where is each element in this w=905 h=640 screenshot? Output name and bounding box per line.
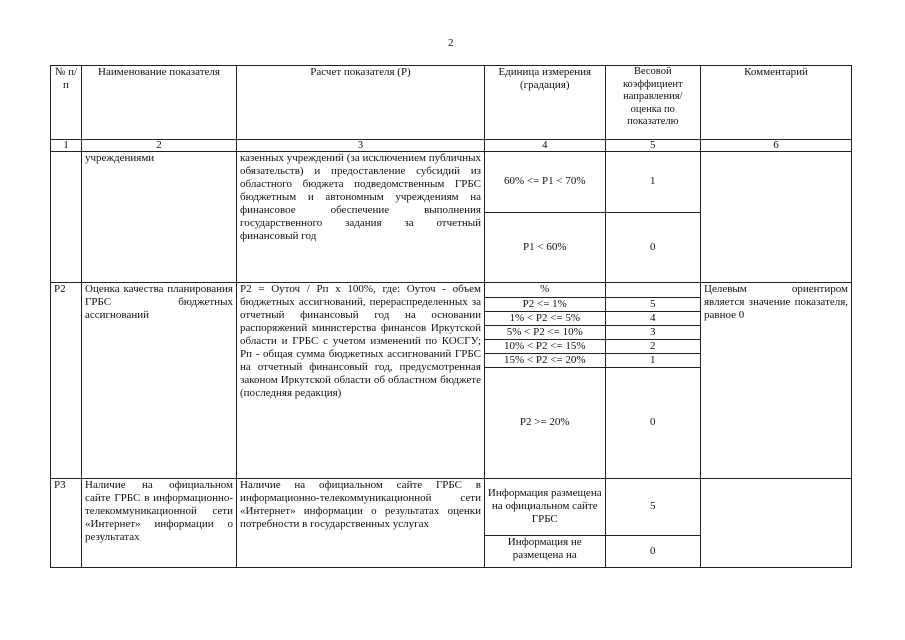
col-number-2: 2: [82, 140, 237, 152]
grade-score: 3: [605, 325, 700, 339]
grade-row: [485, 353, 700, 367]
grade-score: 4: [605, 311, 700, 325]
header-unit: Единица измерения (градация): [485, 66, 606, 140]
grade-table: [485, 283, 700, 478]
page-number: 2: [448, 37, 454, 49]
grade-score: 0: [650, 416, 656, 429]
grade-row: [485, 339, 700, 353]
header-weight: Весовой коэффициент направления/ оценка по показателю: [605, 66, 700, 140]
grade-unit: 60% <= Р1 < 70%: [485, 152, 605, 212]
grade-score: 0: [650, 240, 656, 253]
grade-unit: Р1 < 60%: [485, 212, 605, 282]
grade-cell: [485, 152, 701, 283]
grade-score: 5: [605, 297, 700, 311]
row-num: [51, 152, 82, 283]
col-number-1: 1: [51, 140, 82, 152]
col-number-5: 5: [605, 140, 700, 152]
grade-row: [485, 367, 700, 478]
indicator-comment: [701, 479, 852, 568]
grade-unit: Информация размещена на официальном сайте ГРБС: [485, 479, 605, 535]
grade-score: 0: [650, 544, 656, 557]
header-name: Наименование показателя: [82, 66, 237, 140]
grade-row: [485, 535, 700, 567]
grade-score: [605, 283, 700, 297]
grade-unit: Р2 <= 1%: [485, 297, 605, 311]
grade-row: [485, 325, 700, 339]
row-num: Р2: [51, 283, 82, 479]
table-header-row: [51, 66, 852, 140]
col-number-4: 4: [485, 140, 606, 152]
indicator-calc: казенных учреждений (за исключением публичных обязательств) и предоставление субсидий из областного бюджета подведомственным ГРБС бюджетным и автономным учреждениям на финансовое обеспечение выполнения государственного задания за отчетный финансовый год: [237, 152, 485, 283]
indicator-name: Наличие на официальном сайте ГРБС в информационно-телекоммуникационной сети «Интернет» информации о результатах: [82, 479, 237, 568]
grade-row: [485, 283, 700, 297]
grade-cell: [485, 283, 701, 479]
indicator-calc: Р2 = Оуточ / Рп х 100%, где: Оуточ - объем бюджетных ассигнований, перераспределенных за отчетный финансовый год на основании распоряжений министерства финансов Иркутской области и ГРБС с учетом изменений по КОСГУ; Рп - общая сумма бюджетных ассигнований ГРБС на отчетный финансовый год, предусмотренная законом Иркутской области об областном бюджете (последняя редакция): [237, 283, 485, 479]
grade-unit: 1% < Р2 <= 5%: [485, 311, 605, 325]
grade-score: 2: [605, 339, 700, 353]
grade-row: [485, 212, 700, 282]
grade-unit: %: [485, 283, 605, 297]
indicator-comment: Целевым ориентиром является значение показателя, равное 0: [701, 283, 852, 479]
header-comment: Комментарий: [701, 66, 852, 140]
grade-score: 5: [605, 479, 700, 535]
indicator-name: учреждениями: [82, 152, 237, 283]
indicator-calc: Наличие на официальном сайте ГРБС в информационно-телекоммуникационной сети «Интернет» информации о результатах оценки потребности в государственных услугах: [237, 479, 485, 568]
row-num: Р3: [51, 479, 82, 568]
indicators-table: [50, 65, 852, 568]
header-calc: Расчет показателя (Р): [237, 66, 485, 140]
indicator-comment: [701, 152, 852, 283]
grade-unit: Р2 >= 20%: [485, 367, 605, 478]
grade-score: 1: [605, 152, 700, 212]
grade-unit: Информация не размещена на: [485, 535, 605, 567]
col-number-3: 3: [237, 140, 485, 152]
grade-unit: 15% < Р2 <= 20%: [485, 353, 605, 367]
grade-row: [485, 297, 700, 311]
header-num: № п/п: [51, 66, 82, 140]
grade-unit: 5% < Р2 <= 10%: [485, 325, 605, 339]
table-row-p2: [51, 283, 852, 479]
grade-row: [485, 152, 700, 212]
grade-row: [485, 479, 700, 535]
indicator-name: Оценка качества планирования ГРБС бюджетных ассигнований: [82, 283, 237, 479]
grade-cell: [485, 479, 701, 568]
column-numbers-row: [51, 140, 852, 152]
table-row-p1-continued: [51, 152, 852, 283]
grade-score: 1: [605, 353, 700, 367]
grade-table: [485, 152, 700, 282]
grade-row: [485, 311, 700, 325]
table-row-p3: [51, 479, 852, 568]
grade-table: [485, 479, 700, 567]
col-number-6: 6: [701, 140, 852, 152]
grade-unit: 10% < Р2 <= 15%: [485, 339, 605, 353]
